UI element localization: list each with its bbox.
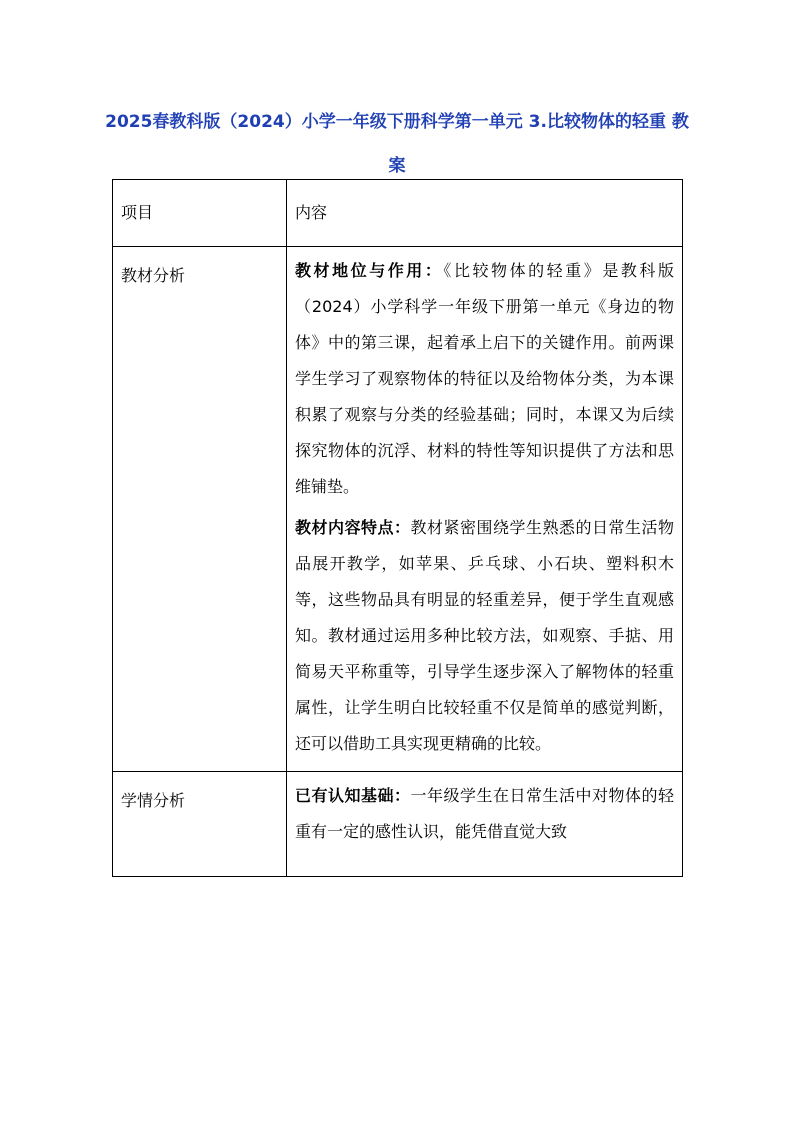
paragraph-text: 教材紧密围绕学生熟悉的日常生活物品展开教学，如苹果、乒乓球、小石块、塑料积木等，这些物品具有明显的轻重差异，便于学生直观感知。教材通过运用多种比较方法，如观察、手掂、用简易天平称重等，引导学生逐步深入了解物体的轻重属性，让学生明白比较轻重不仅是简单的感觉判断，还可以借助工具实现更精确的比较。	[295, 518, 674, 753]
paragraph-text: 《比较物体的轻重》是教科版（2024）小学科学一年级下册第一单元《身边的物体》中的第三课，起着承上启下的关键作用。前两课学生学习了观察物体的特征以及给物体分类，为本课积累了观察与分类的经验基础；同时，本课又为后续探究物体的沉浮、材料的特性等知识提供了方法和思维铺垫。	[295, 261, 674, 496]
paragraph-text: 一年级学生在日常生活中对物体的轻重有一定的感性认识，能凭借直觉大致	[295, 786, 674, 841]
header-cell-content: 内容	[287, 180, 683, 247]
row-content-student-analysis	[287, 772, 683, 877]
paragraph-heading: 已有认知基础：	[295, 786, 411, 805]
row-label-textbook-analysis: 教材分析	[113, 247, 287, 772]
paragraph-heading: 教材地位与作用：	[295, 261, 444, 280]
header-cell-item: 项目	[113, 180, 287, 247]
paragraph-heading: 教材内容特点：	[295, 518, 411, 537]
paragraph-textbook-role	[295, 253, 674, 505]
lesson-plan-table	[112, 179, 683, 877]
table-header-row	[113, 180, 683, 247]
paragraph-prior-knowledge	[295, 778, 674, 850]
document-title: 2025春教科版（2024）小学一年级下册科学第一单元 3.比较物体的轻重 教案	[105, 112, 689, 176]
table-row-student-analysis	[113, 772, 683, 877]
paragraph-textbook-features	[295, 510, 674, 762]
row-label-student-analysis: 学情分析	[113, 772, 287, 877]
table-row-textbook-analysis	[113, 247, 683, 772]
row-content-textbook-analysis	[287, 247, 683, 772]
